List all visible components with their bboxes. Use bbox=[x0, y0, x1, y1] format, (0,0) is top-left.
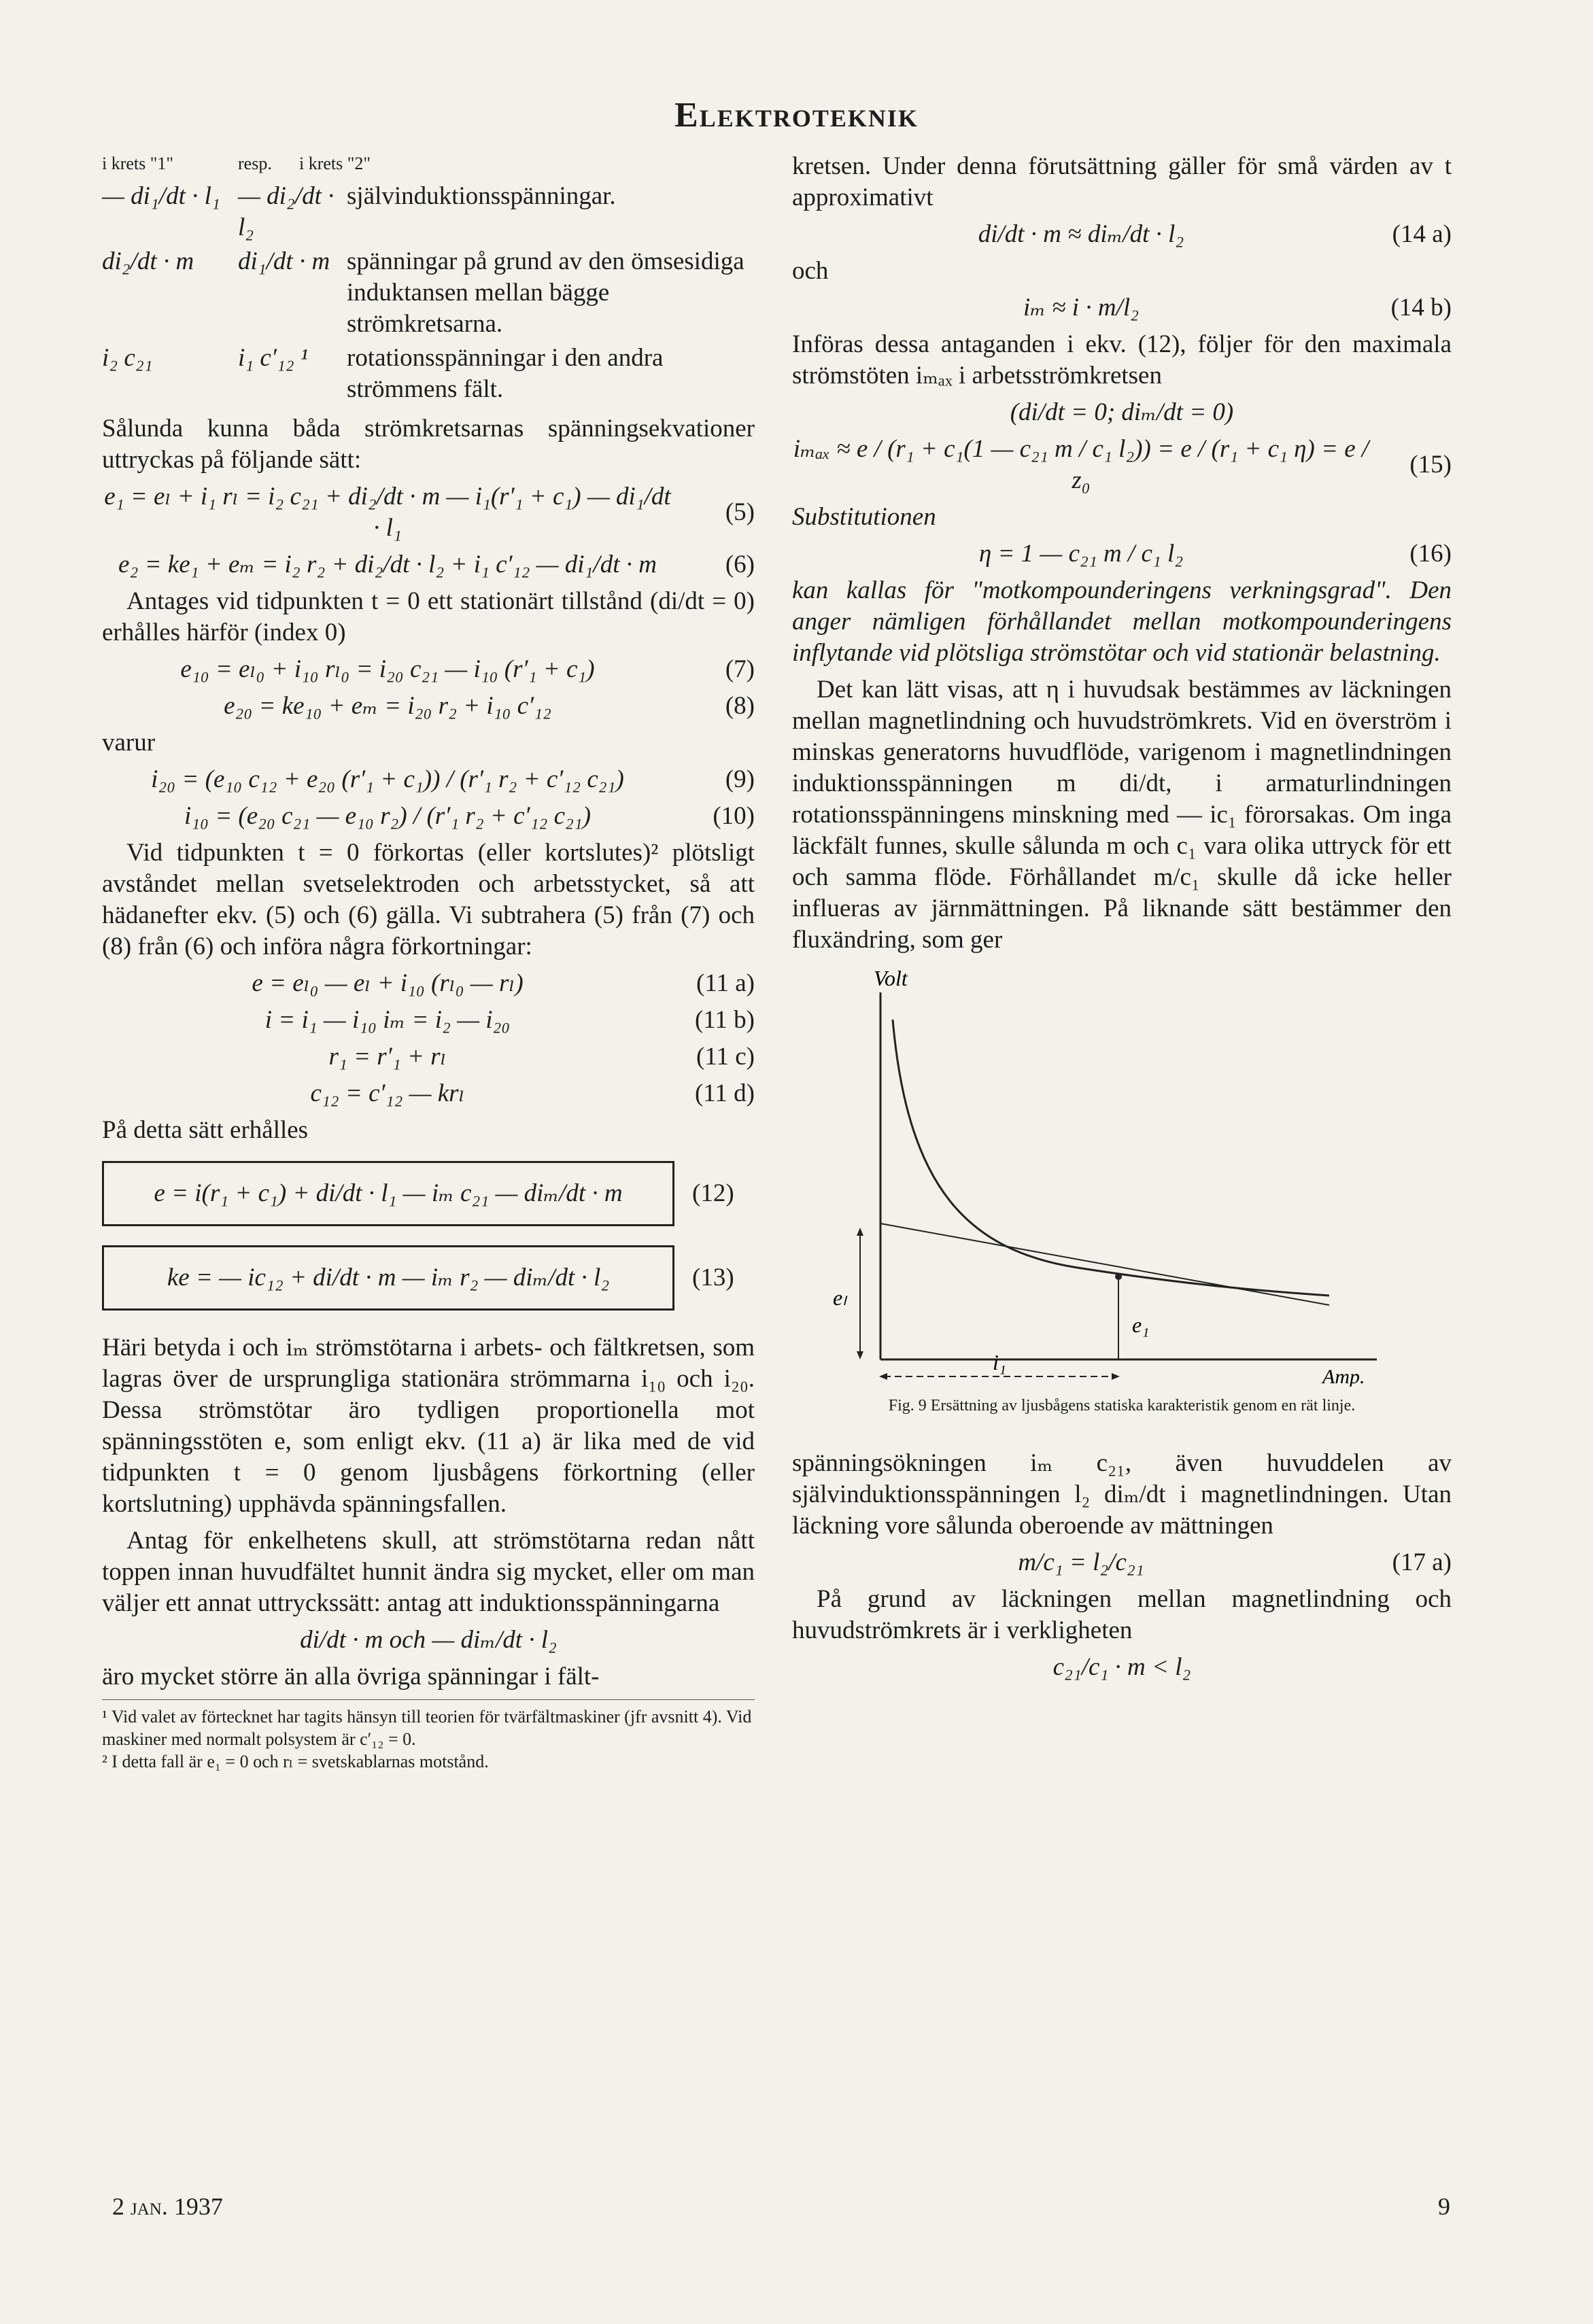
paragraph: På detta sätt erhålles bbox=[102, 1116, 309, 1144]
right-column bbox=[792, 151, 1452, 1688]
equation-number: (11 c) bbox=[696, 1043, 755, 1071]
equation-number: (12) bbox=[692, 1179, 734, 1207]
paragraph: Det kan lätt visas, att η i huvudsak bestämmes av läckningen mellan magnetlindning och huvudströmkrets. Vid en överström i minskas generatorns huvudflöde, varigenom i magnetlindningen induktionsspänningen m di/dt, i armaturlindningen rotationsspänningens minskning med — ic₁ förorsakas. Om inga läckfält funnes, skulle sålunda m och c₁ vara olika uttryck för ett och samma flöde. Förhållandet m/c₁ skulle då icke heller influeras av järnmättningen. På liknande sätt bestämmer den fluxändring, som ger bbox=[792, 676, 1452, 954]
equation-number: (10) bbox=[713, 802, 755, 830]
equation-body: m/c₁ = l₂/c₂₁ bbox=[1018, 1548, 1144, 1576]
equation-5 bbox=[102, 481, 755, 544]
equation-body: di/dt · m och — diₘ/dt · l₂ bbox=[300, 1626, 557, 1654]
paragraph: varur bbox=[102, 729, 156, 757]
equation-inequality bbox=[792, 1652, 1452, 1683]
equation-number: (5) bbox=[725, 498, 755, 526]
equation-number: (15) bbox=[1409, 451, 1452, 479]
figure-9 bbox=[792, 965, 1452, 1441]
table-head-circuit-2: i krets "2" bbox=[299, 154, 371, 173]
arc-characteristic-diagram bbox=[792, 965, 1452, 1387]
paragraph: och bbox=[792, 257, 829, 285]
table-head-circuit-1: i krets "1" bbox=[102, 154, 173, 173]
equation-number: (6) bbox=[725, 551, 755, 578]
condition bbox=[792, 397, 1452, 428]
equation-14a bbox=[792, 219, 1452, 250]
equation-9 bbox=[102, 764, 755, 795]
e1-label: e₁ bbox=[1132, 1313, 1150, 1337]
equation-body: η = 1 — c₂₁ m / c₁ l₂ bbox=[978, 540, 1184, 568]
equation-body: e₂₀ = ke₁₀ + eₘ = i₂₀ r₂ + i₁₀ c′₁₂ bbox=[224, 692, 551, 720]
footnote-1: ¹ Vid valet av förtecknet har tagits hänsyn till teorien för tvärfältmaskiner (jfr avsnitt 4). Vid maskiner med normalt polsystem är c′₁₂ = 0. bbox=[102, 1707, 752, 1749]
table-cell: i₁ c′₁₂ ¹ bbox=[238, 344, 308, 372]
equation-11c bbox=[102, 1041, 755, 1073]
i1-label: i₁ bbox=[993, 1350, 1007, 1374]
equation-body: iₘₐₓ ≈ e / (r₁ + c₁(1 — c₂₁ m / c₁ l₂)) = e / (r₁ + c₁ η) = e / z₀ bbox=[793, 435, 1369, 494]
equation-number: (8) bbox=[725, 692, 755, 720]
equation-body: iₘ ≈ i · m/l₂ bbox=[1023, 294, 1139, 322]
equation-15 bbox=[792, 434, 1452, 496]
paragraph: Införas dessa antaganden i ekv. (12), följer för den maximala strömstöten iₘₐₓ i arbetsströmkretsen bbox=[792, 330, 1452, 389]
equation-14b bbox=[792, 292, 1452, 324]
table-cell: — di₂/dt · l₂ bbox=[238, 182, 335, 241]
equation-body: e₁ = eₗ + i₁ rₗ = i₂ c₂₁ + di₂/dt · m — i₁(r′₁ + c₁) — di₁/dt · l₁ bbox=[104, 483, 671, 542]
equation-number: (14 b) bbox=[1390, 294, 1452, 322]
equation-number: (16) bbox=[1409, 540, 1452, 568]
paragraph: kretsen. Under denna förutsättning gäller för små värden av t approximativt bbox=[792, 152, 1452, 211]
equation-body: e₁₀ = eₗ₀ + i₁₀ rₗ₀ = i₂₀ c₂₁ — i₁₀ (r′₁ + c₁) bbox=[180, 655, 595, 683]
equation-7 bbox=[102, 654, 755, 685]
equation-17a bbox=[792, 1547, 1452, 1578]
equation-16 bbox=[792, 538, 1452, 570]
page-header: Elektroteknik bbox=[674, 96, 919, 135]
equation-body: e = eₗ₀ — eₗ + i₁₀ (rₗ₀ — rₗ) bbox=[252, 969, 524, 997]
paragraph: Vid tidpunkten t = 0 förkortas (eller kortslutes)² plötsligt avståndet mellan svetselektroden och arbetsstycket, så att hädanefter ekv. (5) och (6) gälla. Vi subtrahera (5) från (7) och (8) från (6) och införa några förkortningar: bbox=[102, 839, 755, 960]
table-cell: spänningar på grund av den ömsesidiga induktansen mellan bägge strömkretsarna. bbox=[347, 247, 744, 338]
equation-body: c₁₂ = c′₁₂ — krₗ bbox=[310, 1079, 465, 1107]
equation-body: i₁₀ = (e₂₀ c₂₁ — e₁₀ r₂) / (r′₁ r₂ + c′₁₂ c₂₁) bbox=[184, 802, 592, 830]
equation-body: i = i₁ — i₁₀ iₘ = i₂ — i₂₀ bbox=[264, 1006, 511, 1034]
equation-body: e₂ = ke₁ + eₘ = i₂ r₂ + di₂/dt · l₂ + i₁ c′₁₂ — di₁/dt · m bbox=[118, 551, 657, 578]
equation-number: (9) bbox=[725, 765, 755, 793]
boxed-equation-12 bbox=[102, 1151, 755, 1236]
footer-date: 2 jan. 1937 bbox=[112, 2193, 223, 2220]
equation-body: i₂₀ = (e₁₀ c₁₂ + e₂₀ (r′₁ + c₁)) / (r′₁ r₂ + c′₁₂ c₂₁) bbox=[151, 765, 624, 793]
paragraph: kan kallas för "motkompounderingens verkningsgrad". Den anger nämligen förhållandet mellan motkompounderingens inflytande vid plötsliga strömstötar och vid stationär belastning. bbox=[792, 576, 1452, 667]
voltage-table-header bbox=[102, 151, 755, 177]
equation-number: (14 a) bbox=[1392, 220, 1452, 248]
equation-body: di/dt · m ≈ diₘ/dt · l₂ bbox=[978, 220, 1184, 248]
table-cell: självinduktionsspänningar. bbox=[347, 182, 616, 210]
equation-10 bbox=[102, 801, 755, 832]
voltage-table bbox=[102, 179, 755, 406]
table-cell: — di₁/dt · l₁ bbox=[102, 182, 220, 210]
page-number: 9 bbox=[1438, 2193, 1450, 2220]
equation-11a bbox=[102, 968, 755, 999]
equation-number: (11 a) bbox=[696, 969, 755, 997]
paragraph: Antages vid tidpunkten t = 0 ett stationärt tillstånd (di/dt = 0) erhålles härför (index 0) bbox=[102, 587, 755, 646]
equation-box: ke = — ic₁₂ + di/dt · m — iₘ r₂ — diₘ/dt · l₂ bbox=[102, 1245, 674, 1311]
equation-body: (di/dt = 0; diₘ/dt = 0) bbox=[1010, 398, 1234, 426]
figure-caption: Fig. 9 Ersättning av ljusbågens statiska karakteristik genom en rät linje. bbox=[888, 1397, 1356, 1415]
equation-number: (13) bbox=[692, 1264, 734, 1291]
paragraph: spänningsökningen iₘ c₂₁, även huvuddelen av självinduktionsspänningen l₂ diₘ/dt i magnetlindningen. Utan läckning vore sålunda oberoende av mättningen bbox=[792, 1449, 1452, 1540]
y-axis-label: Volt bbox=[874, 966, 908, 990]
equation-8 bbox=[102, 691, 755, 722]
equation-number: (7) bbox=[725, 655, 755, 683]
equation-11d bbox=[102, 1078, 755, 1109]
x-axis-label: Amp. bbox=[1322, 1366, 1365, 1387]
footnotes bbox=[102, 1699, 755, 1773]
equation-11b bbox=[102, 1005, 755, 1036]
el-label: eₗ bbox=[833, 1285, 846, 1310]
equation-6 bbox=[102, 549, 755, 580]
equation-number: (11 d) bbox=[694, 1079, 755, 1107]
paragraph: Häri betyda i och iₘ strömstötarna i arbets- och fältkretsen, som lagras över de ursprungliga stationära strömmarna i₁₀ och i₂₀. Dessa strömstötar äro tydligen proportionella mot spänningsstöten e, som enligt ekv. (11 a) är lika med de vid tidpunkten t = 0 genom ljusbågens förkortning (eller kortslutning) upphävda spänningsfallen. bbox=[102, 1334, 755, 1518]
left-column bbox=[102, 151, 755, 1773]
equation-body: c₂₁/c₁ · m < l₂ bbox=[1052, 1653, 1191, 1681]
equation-number: (11 b) bbox=[694, 1006, 755, 1034]
paragraph: Sålunda kunna båda strömkretsarnas spänningsekvationer uttryckas på följande sätt: bbox=[102, 415, 755, 474]
table-cell: di₂/dt · m bbox=[102, 247, 194, 275]
paragraph: äro mycket större än alla övriga spänningar i fält- bbox=[102, 1663, 600, 1690]
equation-box: e = i(r₁ + c₁) + di/dt · l₁ — iₘ c₂₁ — diₘ/dt · m bbox=[102, 1161, 674, 1226]
boxed-equation-13 bbox=[102, 1236, 755, 1320]
paragraph: På grund av läckningen mellan magnetlindning och huvudströmkrets är i verkligheten bbox=[792, 1585, 1452, 1644]
paragraph: Antag för enkelhetens skull, att strömstötarna redan nått toppen innan huvudfältet hunnit ändra sig mycket, eller om man väljer ett annat uttryckssätt: antag att induktionsspänningarna bbox=[102, 1527, 755, 1617]
equation-inline bbox=[102, 1625, 755, 1656]
table-cell: rotationsspänningar i den andra strömmens fält. bbox=[347, 344, 664, 403]
equation-number: (17 a) bbox=[1392, 1548, 1452, 1576]
paragraph: Substitutionen bbox=[792, 503, 936, 531]
equation-body: r₁ = r′₁ + rₗ bbox=[328, 1043, 447, 1071]
table-head-resp: resp. bbox=[238, 154, 272, 173]
footnote-2: ² I detta fall är e₁ = 0 och rₗ = svetskablarnas motstånd. bbox=[102, 1752, 489, 1771]
table-cell: di₁/dt · m bbox=[238, 247, 330, 275]
table-cell: i₂ c₂₁ bbox=[102, 344, 153, 372]
